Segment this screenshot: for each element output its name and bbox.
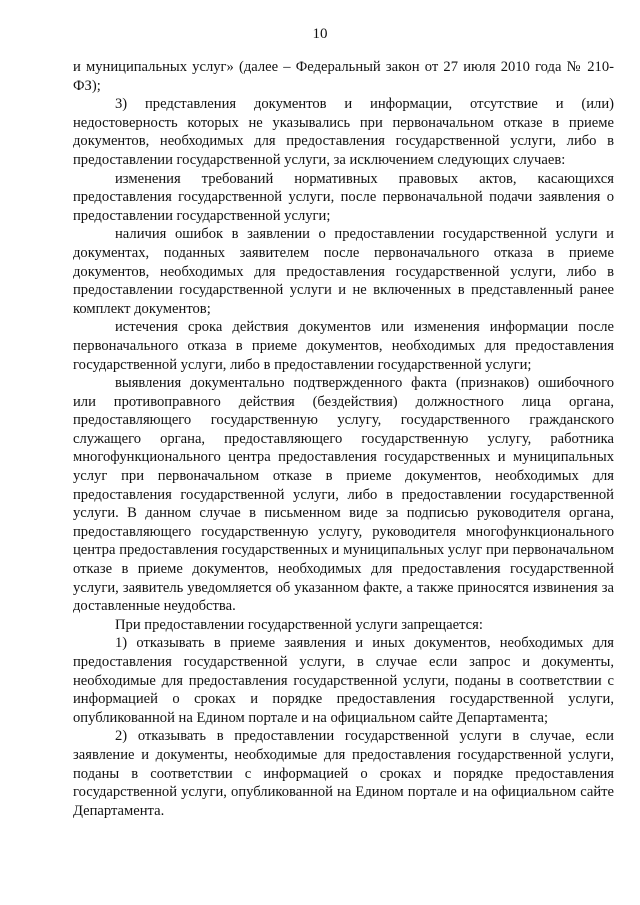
paragraph-exception-misconduct: выявления документально подтвержденного факта (признаков) ошибочного или противоправного действия (бездействия) должностного лица органа, предоставляющего государственную услугу, государственного гражданского служащего органа, предоставляющего государственную услугу, работника многофункционального центра предоставления государственных и муниципальных услуг при первоначальном отказе в приеме документов, необходимых для предоставления государственной услуги, либо в предоставлении государственной услуги. В данном случае в письменном виде за подписью руководителя органа, предоставляющего государственную услугу, руководителя многофункционального центра предоставления государственных и муниципальных услуг при первоначальном отказе в приеме документов, необходимых для предоставления государственной услуги, заявитель уведомляется об указанном факте, а также приносятся извинения за доставленные неудобства. bbox=[73, 375, 614, 615]
page-number: 10 bbox=[312, 26, 328, 42]
paragraph-prohibitions-heading: При предоставлении государственной услуги запрещается: bbox=[115, 616, 483, 633]
paragraph-exception-errors: наличия ошибок в заявлении о предоставлении государственной услуги и документах, поданных заявителем после первоначального отказа в приеме документов, необходимых для предоставления государственной услуги, либо в предоставлении государственной услуги и не включенных в представленный ранее комплект документов; bbox=[73, 226, 614, 317]
paragraph-exception-expiry: истечения срока действия документов или изменения информации после первоначального отказа в приеме документов, необходимых для предоставления государственной услуги, либо в предоставлении государственной услуги; bbox=[73, 319, 614, 373]
document-body bbox=[73, 58, 614, 820]
paragraph-prohibition-2: 2) отказывать в предоставлении государственной услуги в случае, если заявление и документы, необходимые для предоставления государственной услуги, поданы в соответствии с информацией о сроках и порядке предоставления государственной услуги, опубликованной на Едином портале и на официальном сайте Департамента. bbox=[73, 728, 614, 819]
paragraph-item-3: 3) представления документов и информации, отсутствие и (или) недостоверность которых не указывались при первоначальном отказе в приеме документов, необходимых для предоставления государственной услуги, либо в предоставлении государственной услуги, за исключением следующих случаев: bbox=[73, 96, 614, 168]
paragraph-exception-requirements-change: изменения требований нормативных правовых актов, касающихся предоставления государственной услуги, после первоначальной подачи заявления о предоставлении государственной услуги; bbox=[73, 170, 614, 224]
paragraph-prohibition-1: 1) отказывать в приеме заявления и иных документов, необходимых для предоставления государственной услуги, в случае если запрос и документы, необходимые для предоставления государственной услуги, поданы в соответствии с информацией о сроках и порядке предоставления государственной услуги, опубликованной на Едином портале и на официальном сайте Департамента; bbox=[73, 635, 614, 726]
paragraph-law-reference: и муниципальных услуг» (далее – Федеральный закон от 27 июля 2010 года № 210-ФЗ); bbox=[73, 59, 614, 94]
